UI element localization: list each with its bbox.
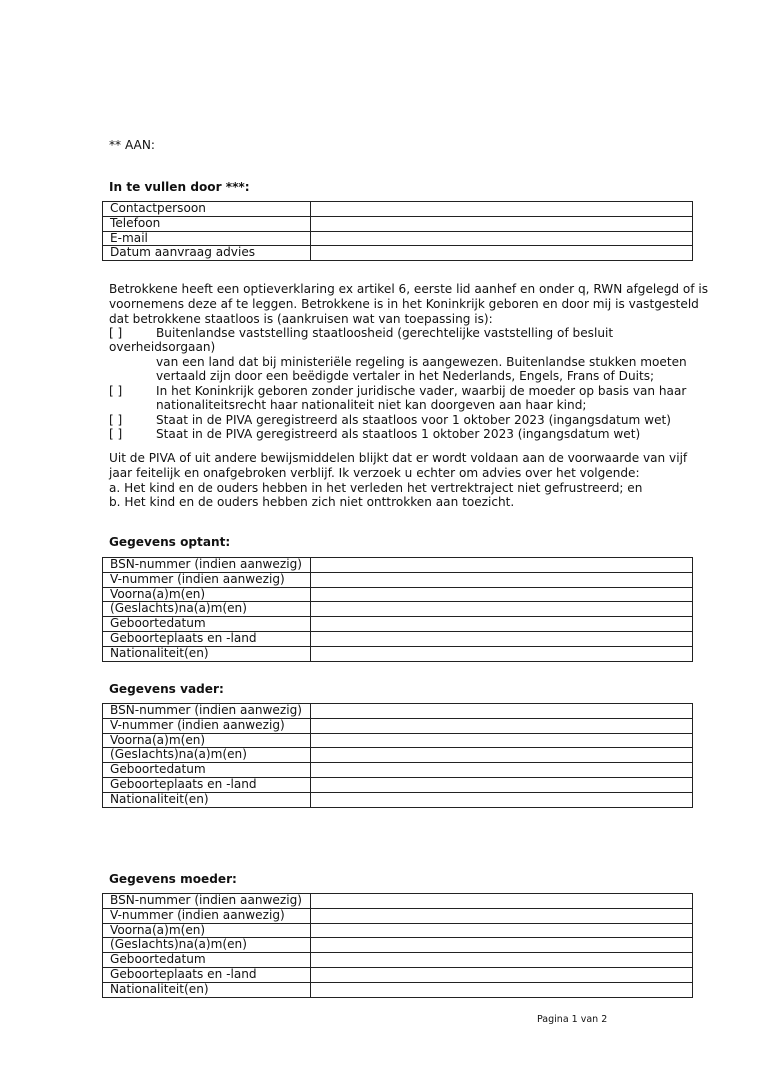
option-text: In het Koninkrijk geboren zonder juridische vader, waarbij de moeder op basis van haar xyxy=(156,384,687,398)
table-row xyxy=(103,231,693,246)
row-label: Contactpersoon xyxy=(103,202,311,217)
table-row xyxy=(103,938,693,953)
row-label: (Geslachts)na(a)m(en) xyxy=(103,938,311,953)
value-field[interactable] xyxy=(311,587,693,602)
table-row xyxy=(103,792,693,807)
mother-section-title: Gegevens moeder: xyxy=(109,872,237,886)
checkbox-no-legal-father[interactable]: [ ] xyxy=(109,384,123,398)
addressee-line: ** AAN: xyxy=(109,138,155,152)
value-field[interactable] xyxy=(311,602,693,617)
father-table xyxy=(102,703,693,808)
row-label: Geboortedatum xyxy=(103,953,311,968)
value-field[interactable] xyxy=(311,967,693,982)
table-row xyxy=(103,558,693,573)
text-line: a. Het kind en de ouders hebben in het verleden het vertrektraject niet gefrustreerd; en xyxy=(109,480,643,495)
father-section-title: Gegevens vader: xyxy=(109,682,224,696)
option-text: nationaliteitsrecht haar nationaliteit niet kan doorgeven aan haar kind; xyxy=(156,398,587,412)
row-label: BSN-nummer (indien aanwezig) xyxy=(103,894,311,909)
value-field[interactable] xyxy=(311,777,693,792)
value-field[interactable] xyxy=(311,953,693,968)
table-row xyxy=(103,763,693,778)
option-text: vertaald zijn door een beëdigde vertaler in het Nederlands, Engels, Frans of Duits; xyxy=(156,369,655,383)
table-row xyxy=(103,587,693,602)
text-line: jaar feitelijk en onafgebroken verblijf. Ik verzoek u echter om advies over het volgende: xyxy=(109,465,640,480)
statement-paragraph xyxy=(109,282,709,326)
piva-paragraph xyxy=(109,451,699,510)
value-field[interactable] xyxy=(311,617,693,632)
table-row xyxy=(103,704,693,719)
value-field[interactable] xyxy=(311,216,693,231)
option-text: Staat in de PIVA geregistreerd als staatloos voor 1 oktober 2023 (ingangsdatum wet) xyxy=(156,413,671,427)
value-field[interactable] xyxy=(311,718,693,733)
table-row xyxy=(103,646,693,661)
option-text: Staat in de PIVA geregistreerd als staatloos 1 oktober 2023 (ingangsdatum wet) xyxy=(156,427,641,441)
value-field[interactable] xyxy=(311,631,693,646)
table-row xyxy=(103,733,693,748)
mother-table xyxy=(102,893,693,998)
table-row xyxy=(103,202,693,217)
table-row xyxy=(103,617,693,632)
row-label: E-mail xyxy=(103,231,311,246)
row-label: Voorna(a)m(en) xyxy=(103,733,311,748)
row-label: Nationaliteit(en) xyxy=(103,982,311,997)
text-line: b. Het kind en de ouders hebben zich niet onttrokken aan toezicht. xyxy=(109,495,515,510)
value-field[interactable] xyxy=(311,733,693,748)
value-field[interactable] xyxy=(311,923,693,938)
row-label: Geboorteplaats en -land xyxy=(103,967,311,982)
value-field[interactable] xyxy=(311,938,693,953)
row-label: Datum aanvraag advies xyxy=(103,246,311,261)
table-row xyxy=(103,602,693,617)
value-field[interactable] xyxy=(311,558,693,573)
value-field[interactable] xyxy=(311,763,693,778)
row-label: Nationaliteit(en) xyxy=(103,792,311,807)
row-label: (Geslachts)na(a)m(en) xyxy=(103,602,311,617)
value-field[interactable] xyxy=(311,646,693,661)
row-label: V-nummer (indien aanwezig) xyxy=(103,908,311,923)
checkbox-piva-before[interactable]: [ ] xyxy=(109,413,123,427)
table-row xyxy=(103,631,693,646)
table-row xyxy=(103,894,693,909)
row-label: BSN-nummer (indien aanwezig) xyxy=(103,704,311,719)
value-field[interactable] xyxy=(311,572,693,587)
table-row xyxy=(103,216,693,231)
value-field[interactable] xyxy=(311,894,693,909)
row-label: Geboortedatum xyxy=(103,617,311,632)
value-field[interactable] xyxy=(311,908,693,923)
table-row xyxy=(103,718,693,733)
option-text: Buitenlandse vaststelling staatloosheid (gerechtelijke vaststelling of besluit xyxy=(156,326,614,340)
row-label: Voorna(a)m(en) xyxy=(103,923,311,938)
table-row xyxy=(103,246,693,261)
value-field[interactable] xyxy=(311,704,693,719)
table-row xyxy=(103,923,693,938)
value-field[interactable] xyxy=(311,792,693,807)
table-row xyxy=(103,953,693,968)
option-text: van een land dat bij ministeriële regeling is aangewezen. Buitenlandse stukken moeten xyxy=(156,355,687,369)
value-field[interactable] xyxy=(311,748,693,763)
optant-section-title: Gegevens optant: xyxy=(109,535,231,549)
page-number: Pagina 1 van 2 xyxy=(537,1014,608,1025)
row-label: Nationaliteit(en) xyxy=(103,646,311,661)
table-row xyxy=(103,748,693,763)
optant-table xyxy=(102,557,693,662)
table-row xyxy=(103,908,693,923)
row-label: Telefoon xyxy=(103,216,311,231)
contact-table xyxy=(102,201,693,261)
value-field[interactable] xyxy=(311,982,693,997)
row-label: BSN-nummer (indien aanwezig) xyxy=(103,558,311,573)
value-field[interactable] xyxy=(311,231,693,246)
table-row xyxy=(103,967,693,982)
value-field[interactable] xyxy=(311,246,693,261)
table-row xyxy=(103,572,693,587)
checkbox-foreign-determination[interactable]: [ ] xyxy=(109,326,123,340)
row-label: Geboorteplaats en -land xyxy=(103,631,311,646)
text-line: Uit de PIVA of uit andere bewijsmiddelen blijkt dat er wordt voldaan aan de voorwaarde van vijf xyxy=(109,451,688,465)
option-text: overheidsorgaan) xyxy=(109,340,216,354)
row-label: V-nummer (indien aanwezig) xyxy=(103,572,311,587)
contact-section-title: In te vullen door ***: xyxy=(109,180,250,194)
text-line: voornemens deze af te leggen. Betrokkene is in het Koninkrijk geboren en door mij is vastgesteld xyxy=(109,296,699,311)
text-line: Betrokkene heeft een optieverklaring ex artikel 6, eerste lid aanhef en onder q, RWN afgelegd of is xyxy=(109,282,709,296)
row-label: (Geslachts)na(a)m(en) xyxy=(103,748,311,763)
value-field[interactable] xyxy=(311,202,693,217)
text-line: dat betrokkene staatloos is (aankruisen wat van toepassing is): xyxy=(109,311,493,326)
table-row xyxy=(103,777,693,792)
checkbox-piva-on[interactable]: [ ] xyxy=(109,427,123,441)
row-label: V-nummer (indien aanwezig) xyxy=(103,718,311,733)
row-label: Geboortedatum xyxy=(103,763,311,778)
row-label: Geboorteplaats en -land xyxy=(103,777,311,792)
table-row xyxy=(103,982,693,997)
row-label: Voorna(a)m(en) xyxy=(103,587,311,602)
